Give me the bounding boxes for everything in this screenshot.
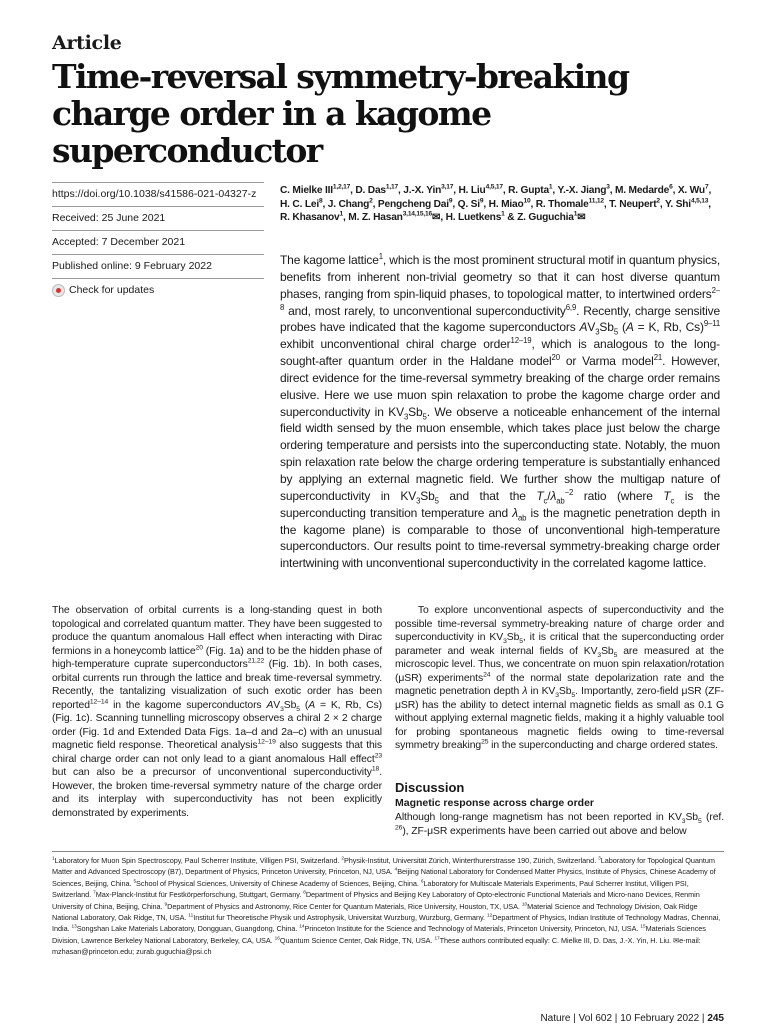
journal-volume: Vol 602 <box>578 1013 613 1024</box>
footer-separator: | <box>701 1013 705 1024</box>
issue-date: 10 February 2022 <box>620 1013 700 1024</box>
received-date: Received: 25 June 2021 <box>52 207 264 231</box>
article-section-label: Article <box>52 32 122 54</box>
footnote-divider <box>52 851 724 852</box>
discussion-paragraph: Although long-range magnetism has not been reported in $KV_3Sb_5$ (ref. $^{26}$), ZF-μSR experiments have been carried out above and below <box>395 812 724 837</box>
check-for-updates-icon <box>52 284 65 297</box>
body-column-left: The observation of orbital currents is a long-standing quest in both topological and correlated quantum matter. They have been suggested to produce the quantum anomalous Hall effect when interacting with Dirac fermions in a honeycomb lattice$^{20}$ (Fig. 1a) and to be the hidden phase of high-temperature cuprate superconductors$^{21,22}$ (Fig. 1b). In both cases, orbital currents run through the lattice and break time-reversal symmetry. Recently, the tantalizing visualization of such exotic order has been reported$^{12-14}$ in the kagome superconductors $AV_3Sb_5$ (A = K, Rb, Cs) (Fig. 1c). Scanning tunnelling microscopy observes a chiral 2 × 2 charge order (Fig. 1d and Extended Data Figs. 1a–d and 2a–c) with an unusual magnetic field response. Theoretical analysis$^{12-19}$ also suggests that this chiral charge order can not only lead to a giant anomalous Hall effect$^{23}$ but can also be a precursor of unconventional superconductivity$^{18}$. However, the broken time-reversal symmetry nature of the charge order and its interplay with superconductivity has not been explicitly demonstrated by experiments. <box>52 605 382 819</box>
check-for-updates-label: Check for updates <box>69 284 155 296</box>
article-title: Time-reversal symmetry-breaking charge order in a kagome superconductor <box>52 57 629 170</box>
journal-name: Nature <box>540 1013 571 1024</box>
footer-separator: | <box>614 1013 618 1024</box>
published-date: Published online: 9 February 2022 <box>52 255 264 279</box>
article-metadata <box>52 182 264 302</box>
page-number: 245 <box>707 1013 724 1024</box>
affiliations: $^1$Laboratory for Muon Spin Spectroscopy, Paul Scherrer Institute, Villigen PSI, Switzerland. $^2$Physik-Institut, Universität Zürich, Winterthurerstrasse 190, Zürich, Switzerland. $^3$Laboratory for Topological Quantum Matter and Advanced Spectroscopy (B7), Department of Physics, Princeton University, Princeton, NJ, USA. $^4$Beijing National Laboratory for Condensed Matter Physics, Institute of Physics, Chinese Academy of Sciences, Beijing, China. $^5$School of Physical Sciences, University of Chinese Academy of Sciences, Beijing, China. $^6$Laboratory for Multiscale Materials Experiments, Paul Scherrer Institut, Villigen PSI, Switzerland. $^7$Max-Planck-Institut für Festkörperforschung, Stuttgart, Germany. $^8$Department of Physics and Beijing Key Laboratory of Opto-electronic Functional Materials and Micro-nano Devices, Renmin University of China, Beijing, China. $^9$Department of Physics and Astronomy, Rice Center for Quantum Materials, Rice University, Houston, TX, USA. $^{10}$Material Science and Technology Division, Oak Ridge National Laboratory, Oak Ridge, TN, USA. $^{11}$Institut fur Theoretische Physik und Astrophysik, Universitat Wurzburg, Wurzburg, Germany. $^{12}$Department of Physics, Indian Institute of Technology Madras, Chennai, India. $^{13}$Songshan Lake Materials Laboratory, Dongguan, Guangdong, China. $^{14}$Princeton Institute for the Science and Technology of Materials, Princeton University, Princeton, NJ, USA. $^{15}$Materials Sciences Division, Lawrence Berkeley National Laboratory, Berkeley, CA, USA. $^{16}$Quantum Science Center, Oak Ridge, TN, USA. $^{17}$These authors contributed equally: C. Mielke III, D. Das, J.-X. Yin, H. Liu. ✉e-mail: mzhasan@princeton.edu; zurab.guguchia@psi.ch <box>52 856 721 957</box>
page-footer <box>540 1013 724 1024</box>
doi-link[interactable]: https://doi.org/10.1038/s41586-021-04327-z <box>52 182 264 207</box>
author-list: C. Mielke III$^{1,2,17}$, D. Das$^{1,17}$, J.-X. Yin$^{3,17}$, H. Liu$^{4,5,17}$, R. Gupta$^1$, Y.-X. Jiang$^3$, M. Medarde$^6$, X. Wu$^7$, H. C. Lei$^8$, J. Chang$^2$, Pengcheng Dai$^9$, Q. Si$^9$, H. Miao$^{10}$, R. Thomale$^{11,12}$, T. Neupert$^2$, Y. Shi$^{4,5,13}$, R. Khasanov$^1$, M. Z. Hasan$^{3,14,15,16}$✉, H. Luetkens$^1$ & Z. Guguchia$^1$✉ <box>280 183 712 223</box>
accepted-date: Accepted: 7 December 2021 <box>52 231 264 255</box>
abstract: The kagome lattice$^1$, which is the most prominent structural motif in quantum physics, benefits from inherent non-trivial geometry so that it can host diverse quantum phases, ranging from spin-liquid phases, to topological matter, to intertwined orders$^{2-8}$ and, most rarely, to unconventional superconductivity$^{6,9}$. Recently, charge sensitive probes have indicated that the kagome superconductors $AV_3Sb_5$ (A = K, Rb, Cs)$^{9-11}$ exhibit unconventional chiral charge order$^{12-19}$, which is analogous to the long-sought-after quantum order in the Haldane model$^{20}$ or Varma model$^{21}$. However, direct evidence for the time-reversal symmetry breaking of the charge order remains elusive. Here we use muon spin relaxation to probe the kagome charge order and superconductivity in $KV_3Sb_5$. We observe a noticeable enhancement of the internal field width sensed by the muon ensemble, which takes place just below the charge ordering temperature and persists into the superconducting state. Notably, the muon spin relaxation rate below the charge ordering temperature is substantially enhanced by applying an external magnetic field. We further show the multigap nature of superconductivity in $KV_3Sb_5$ and that the $T_c/\lambda_{ab}^{-2}$ ratio (where $T_c$ is the superconducting transition temperature and $\lambda_{ab}$ is the magnetic penetration depth in the kagome plane) is comparable to those of unconventional high-temperature superconductors. Our results point to time-reversal symmetry-breaking charge order intertwining with unconventional superconductivity in the correlated kagome lattice. <box>280 252 721 571</box>
discussion-heading: Discussion <box>395 780 465 795</box>
footer-separator: | <box>573 1013 576 1024</box>
subsection-heading: Magnetic response across charge order <box>395 797 594 809</box>
body-column-right: To explore unconventional aspects of superconductivity and the possible time-reversal symmetry-breaking nature of charge order and superconductivity in $KV_3Sb_5$, it is critical that the superconducting order parameter and weak internal fields of $KV_3Sb_5$ are measured at the microscopic level. Thus, we concentrate on muon spin relaxation/rotation (μSR) experiments$^{24}$ of the normal state depolarization rate and the magnetic penetration depth λ in $KV_3Sb_5$. Importantly, zero-field μSR (ZF-μSR) has the ability to detect internal magnetic fields as small as 0.1 G without applying external magnetic fields, making it a highly valuable tool for probing spontaneous magnetic fields owing to time-reversal symmetry breaking$^{25}$ in the superconducting and charge ordered states. <box>395 605 725 751</box>
check-for-updates-button[interactable] <box>52 279 264 302</box>
